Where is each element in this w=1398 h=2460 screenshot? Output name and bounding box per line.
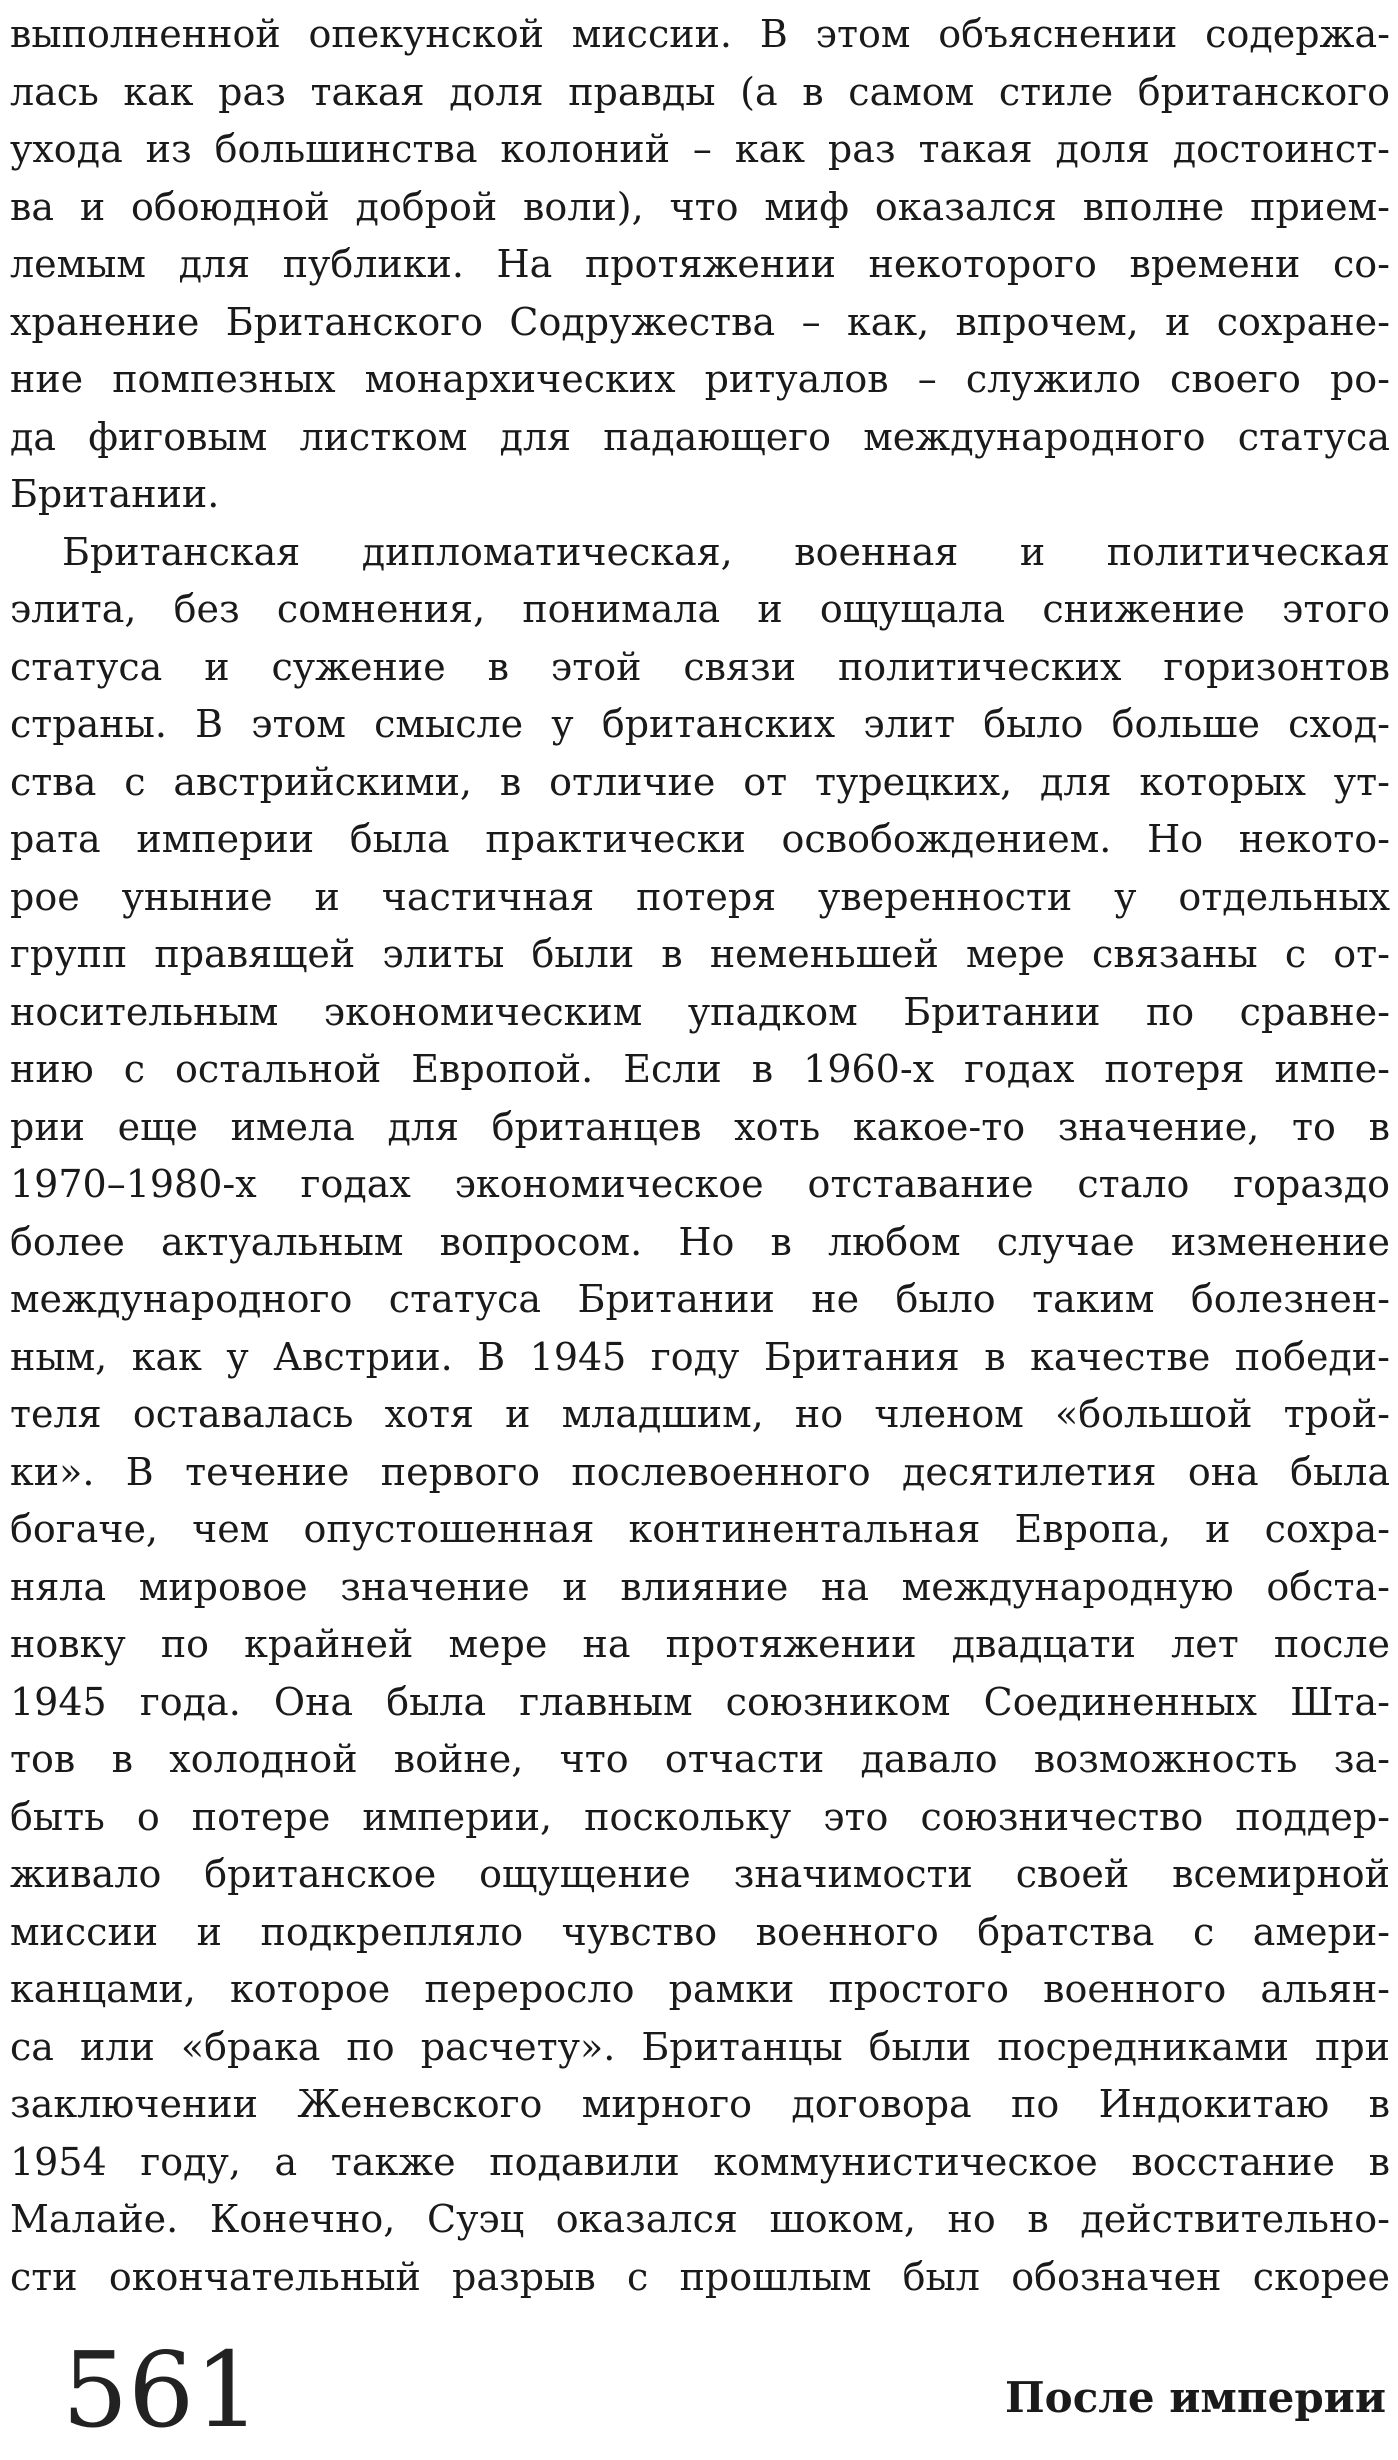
text-line: лась как раз такая доля правды (а в самом стиле британского (10, 69, 1390, 114)
text-line: международного статуса Британии не было таким болезнен- (10, 1277, 1390, 1321)
text-line: заключении Женевского мирного договора по Индокитаю в (10, 2082, 1390, 2126)
text-line: 1945 года. Она была главным союзником Соединенных Шта- (10, 1679, 1390, 1724)
text-line: элита, без сомнения, понимала и ощущала снижение этого (10, 587, 1390, 631)
text-line: ным, как у Австрии. В 1945 году Британия в качестве победи- (10, 1334, 1390, 1379)
text-line: групп правящей элиты были в неменьшей мере связаны с от- (10, 932, 1390, 976)
text-line: ухода из большинства колоний – как раз такая доля достоинст- (10, 127, 1390, 171)
text-line: да фиговым листком для падающего международного статуса (10, 414, 1390, 459)
text-line: няла мировое значение и влияние на международную обста- (10, 1564, 1390, 1609)
text-line: Британии. (10, 472, 220, 516)
text-line: хранение Британского Содружества – как, впрочем, и сохране- (10, 299, 1390, 344)
page-number: 561 (62, 2329, 261, 2451)
text-line: 1954 году, а также подавили коммунистическое восстание в (10, 2139, 1390, 2184)
text-line: канцами, которое переросло рамки простого военного альян- (10, 1967, 1390, 2011)
text-line: нию с остальной Европой. Если в 1960-х годах потеря импе- (10, 1047, 1390, 1091)
text-line: лемым для публики. На протяжении некоторого времени со- (10, 242, 1390, 286)
text-line: богаче, чем опустошенная континентальная Европа, и сохра- (10, 1507, 1390, 1551)
text-line: са или «брака по расчету». Британцы были посредниками при (10, 2024, 1390, 2069)
text-line: ки». В течение первого послевоенного десятилетия она была (10, 1449, 1390, 1494)
text-line: Британская дипломатическая, военная и политическая (62, 529, 1390, 574)
text-line: ва и обоюдной доброй воли), что миф оказался вполне прием- (10, 184, 1390, 229)
text-line: рата империи была практически освобождением. Но некото- (10, 817, 1390, 861)
text-line: новку по крайней мере на протяжении двадцати лет после (10, 1622, 1390, 1666)
text-line: Малайе. Конечно, Суэц оказался шоком, но в действительно- (10, 2197, 1390, 2241)
text-line: тов в холодной войне, что отчасти давало возможность за- (10, 1737, 1390, 1781)
text-line: ние помпезных монархических ритуалов – служило своего ро- (10, 357, 1390, 401)
text-line: живало британское ощущение значимости своей всемирной (10, 1852, 1390, 1896)
text-line: быть о потере империи, поскольку это союзничество поддер- (10, 1794, 1390, 1839)
text-line: более актуальным вопросом. Но в любом случае изменение (10, 1219, 1390, 1264)
body-text (10, 6, 1390, 2306)
page-footer (0, 2330, 1398, 2450)
text-line: сти окончательный разрыв с прошлым был обозначен скорее (10, 2254, 1390, 2299)
text-line: страны. В этом смысле у британских элит было больше сход- (10, 702, 1390, 746)
text-line: 1970–1980-х годах экономическое отставание стало гораздо (10, 1162, 1390, 1206)
text-line: статуса и сужение в этой связи политических горизонтов (10, 644, 1390, 689)
text-line: носительным экономическим упадком Британии по сравне- (10, 989, 1390, 1034)
text-line: ства с австрийскими, в отличие от турецких, для которых ут- (10, 759, 1390, 804)
text-line: рии еще имела для британцев хоть какое-то значение, то в (10, 1104, 1390, 1149)
text-line: выполненной опекунской миссии. В этом объяснении содержа- (10, 12, 1390, 56)
text-line: рое уныние и частичная потеря уверенности у отдельных (10, 874, 1390, 919)
running-title: После империи (1005, 2373, 1386, 2422)
text-line: миссии и подкрепляло чувство военного братства с амери- (10, 1909, 1390, 1954)
text-line: теля оставалась хотя и младшим, но членом «большой трой- (10, 1392, 1390, 1436)
